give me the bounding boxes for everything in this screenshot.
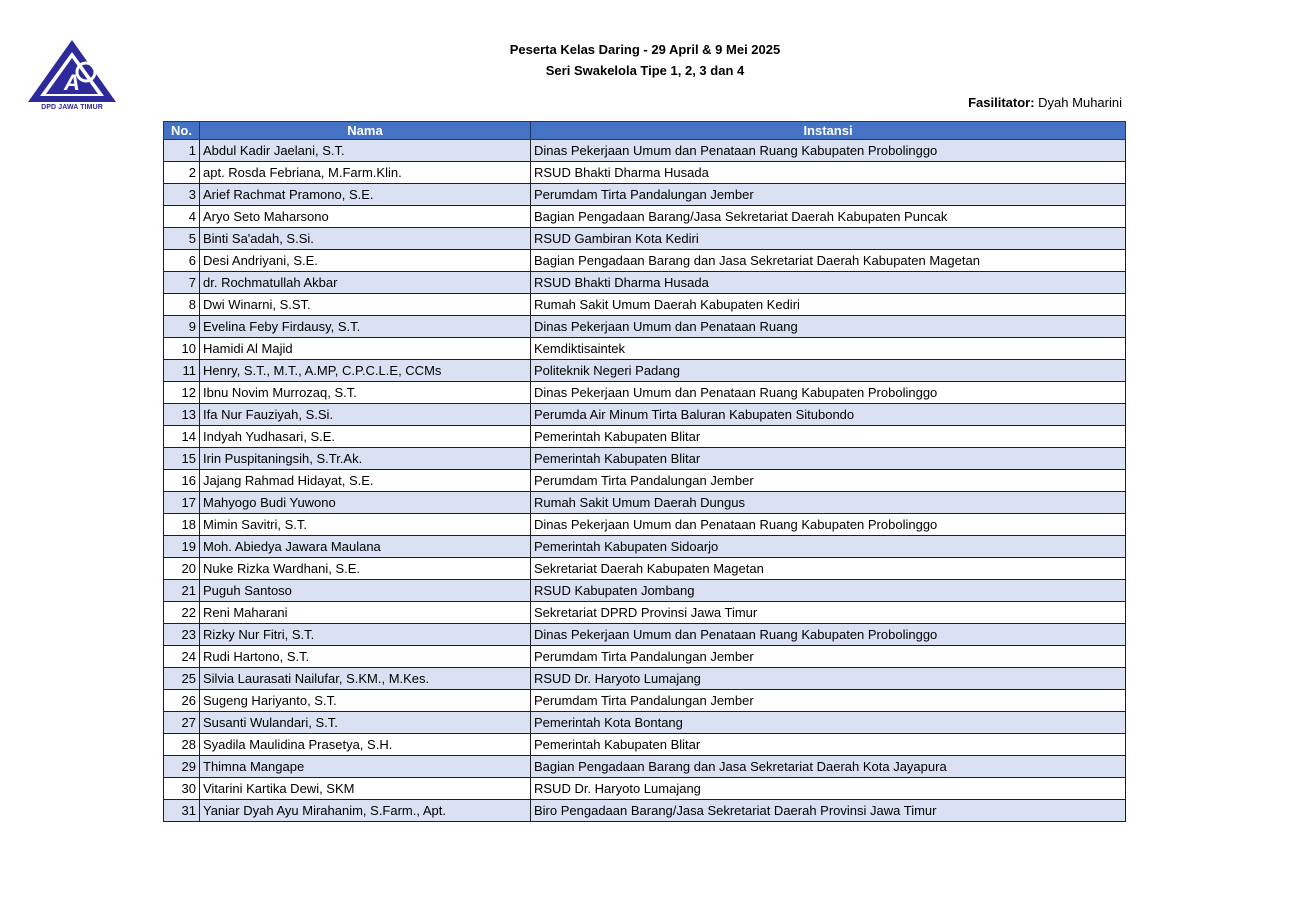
institution-cell: RSUD Kabupaten Jombang bbox=[531, 580, 1126, 602]
row-number-cell: 28 bbox=[164, 734, 200, 756]
name-cell: Reni Maharani bbox=[200, 602, 531, 624]
row-number-cell: 14 bbox=[164, 426, 200, 448]
name-cell: Dwi Winarni, S.ST. bbox=[200, 294, 531, 316]
name-cell: Hamidi Al Majid bbox=[200, 338, 531, 360]
name-cell: Desi Andriyani, S.E. bbox=[200, 250, 531, 272]
row-number-cell: 18 bbox=[164, 514, 200, 536]
row-number-cell: 23 bbox=[164, 624, 200, 646]
table-row bbox=[164, 448, 1126, 470]
table-header-row bbox=[164, 122, 1126, 140]
row-number-cell: 30 bbox=[164, 778, 200, 800]
name-cell: Rizky Nur Fitri, S.T. bbox=[200, 624, 531, 646]
name-cell: Indyah Yudhasari, S.E. bbox=[200, 426, 531, 448]
name-cell: Ifa Nur Fauziyah, S.Si. bbox=[200, 404, 531, 426]
row-number-cell: 16 bbox=[164, 470, 200, 492]
institution-cell: Pemerintah Kabupaten Blitar bbox=[531, 426, 1126, 448]
name-cell: Nuke Rizka Wardhani, S.E. bbox=[200, 558, 531, 580]
table-row bbox=[164, 228, 1126, 250]
name-cell: Ibnu Novim Murrozaq, S.T. bbox=[200, 382, 531, 404]
institution-cell: Pemerintah Kabupaten Blitar bbox=[531, 448, 1126, 470]
institution-cell: RSUD Bhakti Dharma Husada bbox=[531, 162, 1126, 184]
table-row bbox=[164, 536, 1126, 558]
table-row bbox=[164, 382, 1126, 404]
row-number-cell: 10 bbox=[164, 338, 200, 360]
document-subtitle: Seri Swakelola Tipe 1, 2, 3 dan 4 bbox=[545, 63, 745, 78]
row-number-cell: 2 bbox=[164, 162, 200, 184]
table-row bbox=[164, 712, 1126, 734]
row-number-cell: 8 bbox=[164, 294, 200, 316]
institution-cell: RSUD Bhakti Dharma Husada bbox=[531, 272, 1126, 294]
table-row bbox=[164, 206, 1126, 228]
name-cell: Jajang Rahmad Hidayat, S.E. bbox=[200, 470, 531, 492]
institution-cell: RSUD Gambiran Kota Kediri bbox=[531, 228, 1126, 250]
institution-cell: Sekretariat DPRD Provinsi Jawa Timur bbox=[531, 602, 1126, 624]
institution-cell: Perumdam Tirta Pandalungan Jember bbox=[531, 184, 1126, 206]
facilitator-line bbox=[968, 95, 1122, 110]
table-row bbox=[164, 272, 1126, 294]
institution-cell: Politeknik Negeri Padang bbox=[531, 360, 1126, 382]
institution-cell: Perumda Air Minum Tirta Baluran Kabupaten Situbondo bbox=[531, 404, 1126, 426]
institution-cell: Bagian Pengadaan Barang dan Jasa Sekretariat Daerah Kabupaten Magetan bbox=[531, 250, 1126, 272]
institution-cell: Rumah Sakit Umum Daerah Dungus bbox=[531, 492, 1126, 514]
name-cell: Moh. Abiedya Jawara Maulana bbox=[200, 536, 531, 558]
table-row bbox=[164, 800, 1126, 822]
table-row bbox=[164, 690, 1126, 712]
row-number-cell: 27 bbox=[164, 712, 200, 734]
institution-cell: Perumdam Tirta Pandalungan Jember bbox=[531, 470, 1126, 492]
table-row bbox=[164, 558, 1126, 580]
name-cell: Abdul Kadir Jaelani, S.T. bbox=[200, 140, 531, 162]
institution-cell: Perumdam Tirta Pandalungan Jember bbox=[531, 690, 1126, 712]
table-row bbox=[164, 162, 1126, 184]
row-number-cell: 31 bbox=[164, 800, 200, 822]
name-cell: Binti Sa'adah, S.Si. bbox=[200, 228, 531, 250]
institution-cell: Dinas Pekerjaan Umum dan Penataan Ruang Kabupaten Probolinggo bbox=[531, 140, 1126, 162]
row-number-cell: 1 bbox=[164, 140, 200, 162]
table-row bbox=[164, 404, 1126, 426]
row-number-cell: 15 bbox=[164, 448, 200, 470]
row-number-cell: 4 bbox=[164, 206, 200, 228]
row-number-cell: 22 bbox=[164, 602, 200, 624]
row-number-cell: 7 bbox=[164, 272, 200, 294]
name-cell: dr. Rochmatullah Akbar bbox=[200, 272, 531, 294]
institution-cell: Perumdam Tirta Pandalungan Jember bbox=[531, 646, 1126, 668]
participants-table bbox=[163, 121, 1126, 822]
row-number-cell: 25 bbox=[164, 668, 200, 690]
institution-cell: Dinas Pekerjaan Umum dan Penataan Ruang Kabupaten Probolinggo bbox=[531, 514, 1126, 536]
table-row bbox=[164, 602, 1126, 624]
table-row bbox=[164, 668, 1126, 690]
svg-text:A: A bbox=[64, 70, 80, 95]
name-cell: Evelina Feby Firdausy, S.T. bbox=[200, 316, 531, 338]
table-row bbox=[164, 184, 1126, 206]
institution-cell: Pemerintah Kabupaten Sidoarjo bbox=[531, 536, 1126, 558]
row-number-cell: 6 bbox=[164, 250, 200, 272]
institution-cell: Bagian Pengadaan Barang dan Jasa Sekretariat Daerah Kota Jayapura bbox=[531, 756, 1126, 778]
table-row bbox=[164, 646, 1126, 668]
table-row bbox=[164, 624, 1126, 646]
table-row bbox=[164, 778, 1126, 800]
name-cell: Irin Puspitaningsih, S.Tr.Ak. bbox=[200, 448, 531, 470]
row-number-cell: 9 bbox=[164, 316, 200, 338]
institution-cell: Dinas Pekerjaan Umum dan Penataan Ruang Kabupaten Probolinggo bbox=[531, 624, 1126, 646]
column-header-instansi: Instansi bbox=[531, 122, 1126, 140]
institution-cell: Dinas Pekerjaan Umum dan Penataan Ruang bbox=[531, 316, 1126, 338]
institution-cell: Pemerintah Kabupaten Blitar bbox=[531, 734, 1126, 756]
name-cell: Rudi Hartono, S.T. bbox=[200, 646, 531, 668]
table-row bbox=[164, 250, 1126, 272]
facilitator-name: Dyah Muharini bbox=[1038, 95, 1122, 110]
row-number-cell: 17 bbox=[164, 492, 200, 514]
name-cell: Syadila Maulidina Prasetya, S.H. bbox=[200, 734, 531, 756]
table-row bbox=[164, 294, 1126, 316]
table-row bbox=[164, 734, 1126, 756]
column-header-no: No. bbox=[164, 122, 200, 140]
row-number-cell: 11 bbox=[164, 360, 200, 382]
table-row bbox=[164, 140, 1126, 162]
name-cell: apt. Rosda Febriana, M.Farm.Klin. bbox=[200, 162, 531, 184]
name-cell: Yaniar Dyah Ayu Mirahanim, S.Farm., Apt. bbox=[200, 800, 531, 822]
institution-cell: Dinas Pekerjaan Umum dan Penataan Ruang Kabupaten Probolinggo bbox=[531, 382, 1126, 404]
table-row bbox=[164, 316, 1126, 338]
table-row bbox=[164, 514, 1126, 536]
institution-cell: Biro Pengadaan Barang/Jasa Sekretariat Daerah Provinsi Jawa Timur bbox=[531, 800, 1126, 822]
institution-cell: Bagian Pengadaan Barang/Jasa Sekretariat Daerah Kabupaten Puncak bbox=[531, 206, 1126, 228]
logo-caption: DPD JAWA TIMUR bbox=[41, 104, 103, 111]
row-number-cell: 5 bbox=[164, 228, 200, 250]
row-number-cell: 21 bbox=[164, 580, 200, 602]
name-cell: Mahyogo Budi Yuwono bbox=[200, 492, 531, 514]
table-row bbox=[164, 338, 1126, 360]
institution-cell: RSUD Dr. Haryoto Lumajang bbox=[531, 668, 1126, 690]
row-number-cell: 29 bbox=[164, 756, 200, 778]
facilitator-label: Fasilitator: bbox=[968, 95, 1035, 110]
name-cell: Thimna Mangape bbox=[200, 756, 531, 778]
row-number-cell: 13 bbox=[164, 404, 200, 426]
row-number-cell: 3 bbox=[164, 184, 200, 206]
table-row bbox=[164, 470, 1126, 492]
table-row bbox=[164, 426, 1126, 448]
name-cell: Henry, S.T., M.T., A.MP, C.P.C.L.E, CCMs bbox=[200, 360, 531, 382]
name-cell: Mimin Savitri, S.T. bbox=[200, 514, 531, 536]
name-cell: Puguh Santoso bbox=[200, 580, 531, 602]
institution-cell: Sekretariat Daerah Kabupaten Magetan bbox=[531, 558, 1126, 580]
row-number-cell: 24 bbox=[164, 646, 200, 668]
name-cell: Aryo Seto Maharsono bbox=[200, 206, 531, 228]
table-row bbox=[164, 492, 1126, 514]
row-number-cell: 19 bbox=[164, 536, 200, 558]
institution-cell: Kemdiktisaintek bbox=[531, 338, 1126, 360]
name-cell: Arief Rachmat Pramono, S.E. bbox=[200, 184, 531, 206]
table-row bbox=[164, 756, 1126, 778]
table-row bbox=[164, 360, 1126, 382]
row-number-cell: 20 bbox=[164, 558, 200, 580]
row-number-cell: 12 bbox=[164, 382, 200, 404]
name-cell: Sugeng Hariyanto, S.T. bbox=[200, 690, 531, 712]
name-cell: Vitarini Kartika Dewi, SKM bbox=[200, 778, 531, 800]
institution-cell: Pemerintah Kota Bontang bbox=[531, 712, 1126, 734]
name-cell: Susanti Wulandari, S.T. bbox=[200, 712, 531, 734]
table-row bbox=[164, 580, 1126, 602]
column-header-nama: Nama bbox=[200, 122, 531, 140]
name-cell: Silvia Laurasati Nailufar, S.KM., M.Kes. bbox=[200, 668, 531, 690]
document-title: Peserta Kelas Daring - 29 April & 9 Mei 2025 bbox=[509, 42, 781, 57]
institution-cell: RSUD Dr. Haryoto Lumajang bbox=[531, 778, 1126, 800]
row-number-cell: 26 bbox=[164, 690, 200, 712]
institution-cell: Rumah Sakit Umum Daerah Kabupaten Kediri bbox=[531, 294, 1126, 316]
